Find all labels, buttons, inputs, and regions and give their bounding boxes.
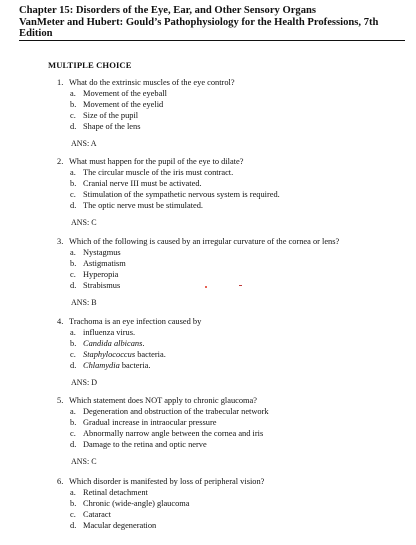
book-edition: Edition	[19, 28, 53, 40]
question-number: 6.	[57, 477, 64, 486]
question-number: 3.	[57, 237, 64, 246]
question-number: 5.	[57, 396, 64, 405]
option-d: d. Damage to the retina and optic nerve	[70, 440, 207, 449]
question-stem	[57, 317, 201, 326]
option-a: a. Degeneration and obstruction of the trabecular network	[70, 407, 269, 416]
option-a: a. Retinal detachment	[70, 488, 148, 497]
option-b: b. Movement of the eyelid	[70, 100, 164, 109]
answer-key: ANS: C	[71, 457, 97, 466]
option-a: a. influenza virus.	[70, 328, 136, 337]
question-stem	[57, 78, 235, 87]
question-text: Trachoma is an eye infection caused by	[69, 317, 202, 326]
question-text: What do the extrinsic muscles of the eye control?	[69, 78, 235, 87]
option-d: d. Chlamydia bacteria.	[70, 361, 151, 370]
option-a: a. Nystagmus	[70, 248, 121, 257]
option-d: d. Shape of the lens	[70, 122, 141, 131]
answer-key: ANS: A	[71, 139, 97, 148]
question-stem	[57, 157, 243, 166]
option-c: c. Hyperopia	[70, 270, 119, 279]
answer-key: ANS: D	[71, 378, 98, 387]
question-text: Which disorder is manifested by loss of peripheral vision?	[69, 477, 265, 486]
answer-key: ANS: B	[71, 298, 97, 307]
option-d: d. Strabismus	[70, 281, 121, 290]
stray-mark	[239, 285, 242, 286]
book-title: VanMeter and Hubert: Gould’s Pathophysiology for the Health Professions, 7th	[19, 16, 379, 28]
option-b: b. Cranial nerve III must be activated.	[70, 179, 202, 188]
answer-key: ANS: C	[71, 218, 97, 227]
document-header	[19, 5, 404, 40]
option-b: b. Astigmatism	[70, 259, 126, 268]
option-b: b. Gradual increase in intraocular pressure	[70, 418, 217, 427]
option-b: b. Chronic (wide-angle) glaucoma	[70, 499, 190, 508]
question-number: 4.	[57, 317, 64, 326]
question-text: Which statement does NOT apply to chronic glaucoma?	[69, 396, 257, 405]
option-d: d. Macular degeneration	[70, 521, 157, 530]
option-c: c. Staphylococcus bacteria.	[70, 350, 166, 359]
header-divider	[19, 40, 405, 41]
option-c: c. Size of the pupil	[70, 111, 139, 120]
option-c: c. Cataract	[70, 510, 111, 519]
option-d: d. The optic nerve must be stimulated.	[70, 201, 204, 210]
option-c: c. Abnormally narrow angle between the cornea and iris	[70, 429, 264, 438]
question-stem	[57, 396, 257, 405]
option-a: a. The circular muscle of the iris must contract.	[70, 168, 234, 177]
question-stem	[57, 237, 339, 246]
stray-mark	[205, 286, 207, 288]
question-text: Which of the following is caused by an irregular curvature of the cornea or lens?	[69, 237, 340, 246]
option-a: a. Movement of the eyeball	[70, 89, 167, 98]
section-title: MULTIPLE CHOICE	[48, 60, 132, 70]
question-stem	[57, 477, 264, 486]
option-b: b. Candida albicans.	[70, 339, 145, 348]
question-number: 1.	[57, 78, 64, 87]
option-c: c. Stimulation of the sympathetic nervous system is required.	[70, 190, 280, 199]
question-text: What must happen for the pupil of the eye to dilate?	[69, 157, 244, 166]
question-number: 2.	[57, 157, 64, 166]
chapter-title: Chapter 15: Disorders of the Eye, Ear, and Other Sensory Organs	[19, 5, 317, 16]
